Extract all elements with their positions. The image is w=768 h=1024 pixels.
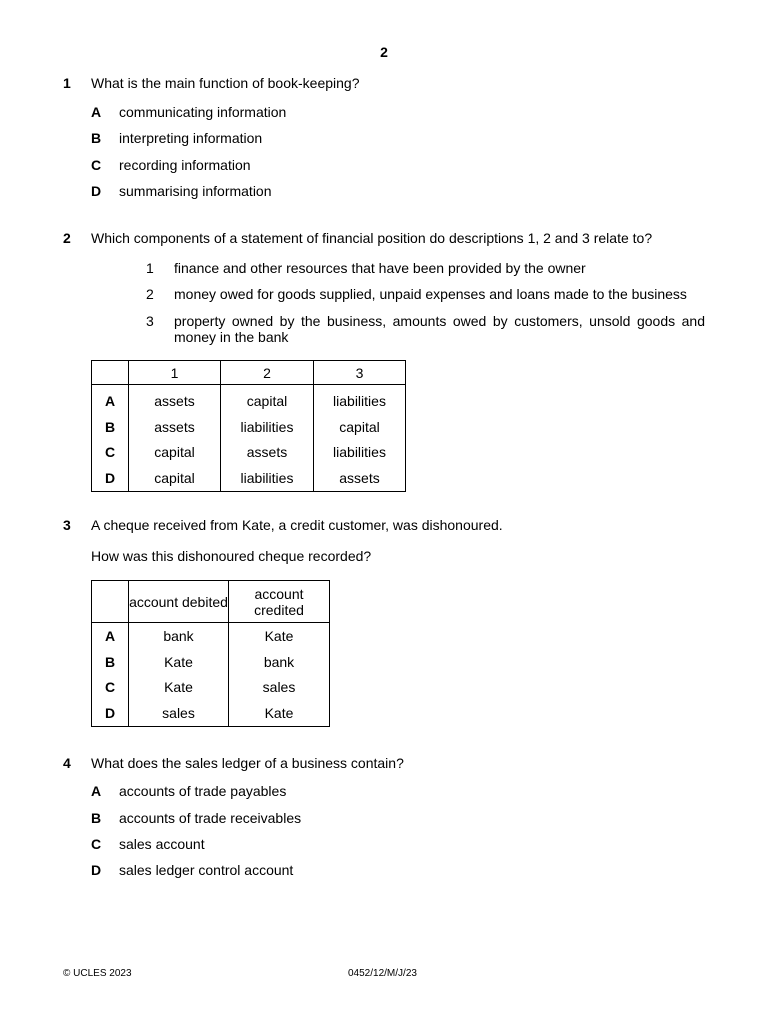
table-cell: liabilities [221,414,314,440]
q2-description-2-text: money owed for goods supplied, unpaid expenses and loans made to the business [174,286,687,302]
table-header-cell [92,581,129,623]
question-4-number: 4 [63,755,71,771]
question-3-number: 3 [63,517,71,533]
table-row [92,465,406,491]
table-cell: Kate [229,700,330,726]
table-cell: liabilities [314,385,406,414]
table-cell: assets [129,385,221,414]
row-letter: D [92,465,129,491]
question-1-text: What is the main function of book-keeping? [91,75,360,91]
table-cell: assets [314,465,406,491]
table-cell: assets [221,440,314,466]
table-header-row [92,581,330,623]
q1-option-b-letter: B [91,130,102,146]
q1-option-a-text: communicating information [119,104,287,120]
table-header-cell: 1 [129,361,221,385]
q2-description-3-text: property owned by the business, amounts owed by customers, unsold goods and money in the bank [174,313,705,345]
table-header-row [92,361,406,385]
table-cell: liabilities [314,440,406,466]
footer-paper-code: 0452/12/M/J/23 [348,968,417,979]
q1-option-a-letter: A [91,104,102,120]
q1-option-d-letter: D [91,183,102,199]
table-row [92,440,406,466]
q2-answer-table [91,360,406,492]
table-row [92,414,406,440]
table-cell: liabilities [221,465,314,491]
table-header-cell: 2 [221,361,314,385]
table-cell: bank [229,649,330,675]
question-3-text: A cheque received from Kate, a credit customer, was dishonoured. [91,517,503,533]
q2-description-2-number: 2 [146,286,154,302]
table-cell: capital [314,414,406,440]
table-cell: Kate [229,623,330,649]
question-4-text: What does the sales ledger of a business contain? [91,755,404,771]
table-cell: capital [129,465,221,491]
table-row [92,700,330,726]
q3-answer-table [91,580,330,727]
q1-option-d-text: summarising information [119,183,272,199]
table-cell: sales [129,700,229,726]
table-cell: Kate [129,649,229,675]
row-letter: A [92,623,129,649]
row-letter: C [92,440,129,466]
table-header-cell: account credited [229,581,330,623]
table-row [92,675,330,701]
question-2-number: 2 [63,230,71,246]
row-letter: D [92,700,129,726]
row-letter: C [92,675,129,701]
table-row [92,385,406,414]
q2-description-1-text: finance and other resources that have been provided by the owner [174,260,586,276]
q2-description-3-number: 3 [146,313,154,329]
table-row [92,649,330,675]
page-number: 2 [380,44,388,60]
row-letter: B [92,414,129,440]
question-2-text: Which components of a statement of financial position do descriptions 1, 2 and 3 relate to? [91,230,653,246]
table-row [92,623,330,649]
q4-option-c-text: sales account [119,836,205,852]
q1-option-c-letter: C [91,157,102,173]
q4-option-d-text: sales ledger control account [119,862,294,878]
q4-option-b-letter: B [91,810,102,826]
table-cell: sales [229,675,330,701]
question-3-subtext: How was this dishonoured cheque recorded? [91,548,372,564]
q2-description-1-number: 1 [146,260,154,276]
table-cell: assets [129,414,221,440]
q1-option-b-text: interpreting information [119,130,263,146]
q4-option-d-letter: D [91,862,102,878]
q4-option-c-letter: C [91,836,102,852]
table-header-cell: account debited [129,581,229,623]
table-cell: bank [129,623,229,649]
table-cell: Kate [129,675,229,701]
table-header-cell: 3 [314,361,406,385]
table-cell: capital [129,440,221,466]
row-letter: B [92,649,129,675]
q4-option-a-text: accounts of trade payables [119,783,287,799]
q4-option-a-letter: A [91,783,102,799]
q1-option-c-text: recording information [119,157,251,173]
row-letter: A [92,385,129,414]
table-cell: capital [221,385,314,414]
q4-option-b-text: accounts of trade receivables [119,810,302,826]
table-header-cell [92,361,129,385]
footer-copyright: © UCLES 2023 [63,968,132,979]
question-1-number: 1 [63,75,71,91]
